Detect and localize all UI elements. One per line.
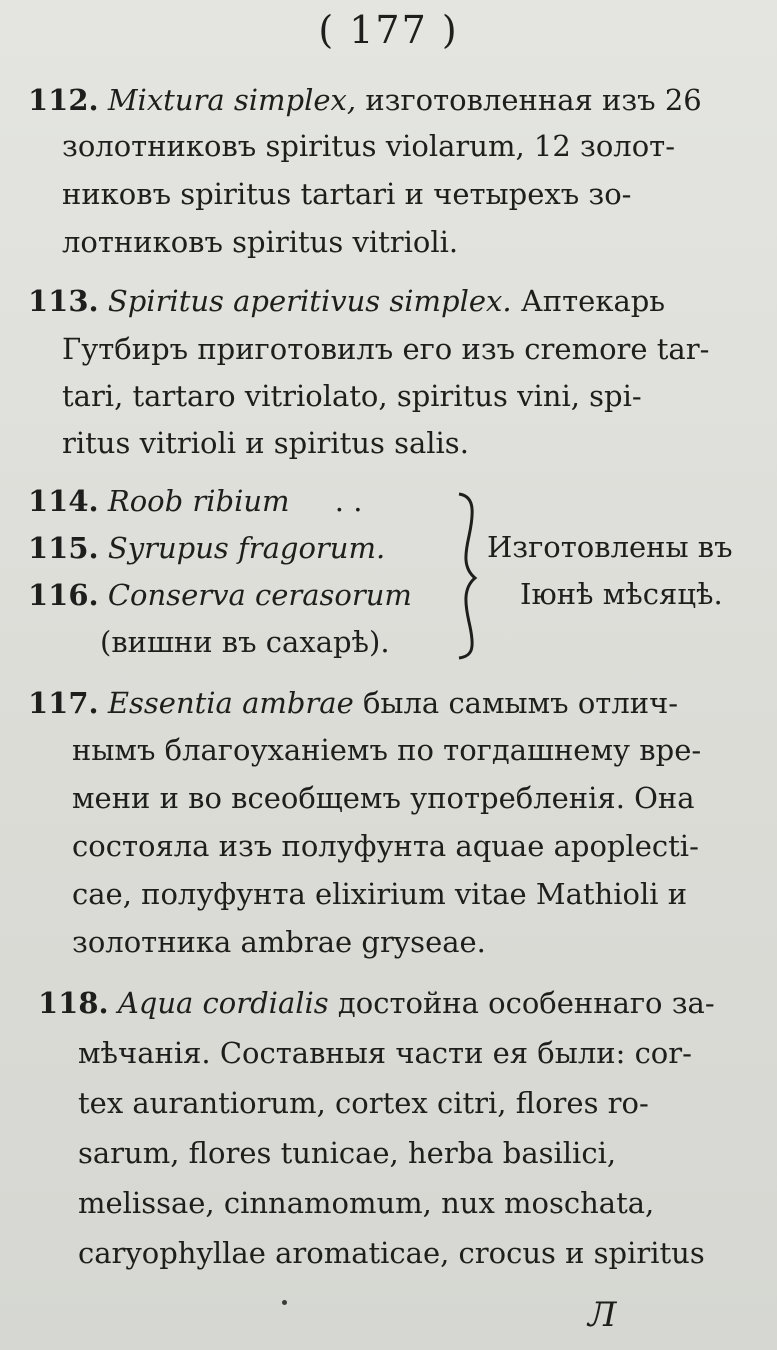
entry-117-line-1: 117. Essentia ambrae была самымъ отлич- — [28, 686, 679, 720]
group-note-line-1: Изготовлены въ — [487, 530, 733, 564]
entry-113-line-2: Гутбиръ приготовилъ его изъ cremore tar- — [62, 332, 710, 366]
entry-112-line-4: лотниковъ spiritus vitrioli. — [62, 225, 459, 259]
brace-icon — [455, 488, 485, 663]
entry-117-line-4: состояла изъ полуфунта aquae apoplecti- — [72, 829, 699, 863]
entry-117-line-5: cae, полуфунта elixirium vitae Mathioli и — [72, 877, 688, 911]
entry-117-line-6: золотника ambrae gryseae. — [72, 925, 486, 959]
entry-112-line-2: золотниковъ spiritus violarum, 12 золот- — [62, 129, 676, 163]
entry-113-line-1: 113. Spiritus aperitivus simplex. Аптекарь — [28, 284, 666, 318]
entry-118-line-3: tex aurantiorum, cortex citri, flores ro- — [78, 1086, 649, 1120]
entry-116: 116. Conserva cerasorum — [28, 578, 412, 612]
page-number: ( 177 ) — [318, 8, 459, 52]
signature-mark: Л — [588, 1295, 617, 1335]
entry-118-line-1: 118. Aqua cordialis достойна особеннаго за- — [38, 986, 715, 1020]
entry-116-note: (вишни въ сахарѣ). — [100, 625, 390, 659]
entry-114: 114. Roob ribium . . — [28, 484, 363, 518]
entry-112-line-1: 112. Mixtura simplex, изготовленная изъ 26 — [28, 83, 702, 117]
entry-117-line-2: нымъ благоуханіемъ по тогдашнему вре- — [72, 733, 702, 767]
entry-118-line-4: sarum, flores tunicae, herba basilici, — [78, 1136, 617, 1170]
entry-118-line-2: мѣчанія. Составныя части ея были: cor- — [78, 1036, 692, 1070]
entry-117-line-3: мени и во всеобщемъ употребленія. Она — [72, 781, 695, 815]
group-note-line-2: Іюнѣ мѣсяцѣ. — [520, 577, 723, 611]
entry-118-line-6: caryophyllae aromaticae, crocus и spiritus — [78, 1236, 705, 1270]
entry-115: 115. Syrupus fragorum. — [28, 531, 386, 565]
entry-113-line-4: ritus vitrioli и spiritus salis. — [62, 426, 469, 460]
ink-speck — [282, 1300, 287, 1305]
entry-113-line-3: tari, tartaro vitriolato, spiritus vini, spi- — [62, 379, 642, 413]
entry-118-line-5: melissae, cinnamomum, nux moschata, — [78, 1186, 655, 1220]
entry-112-line-3: никовъ spiritus tartari и четырехъ зо- — [62, 177, 632, 211]
